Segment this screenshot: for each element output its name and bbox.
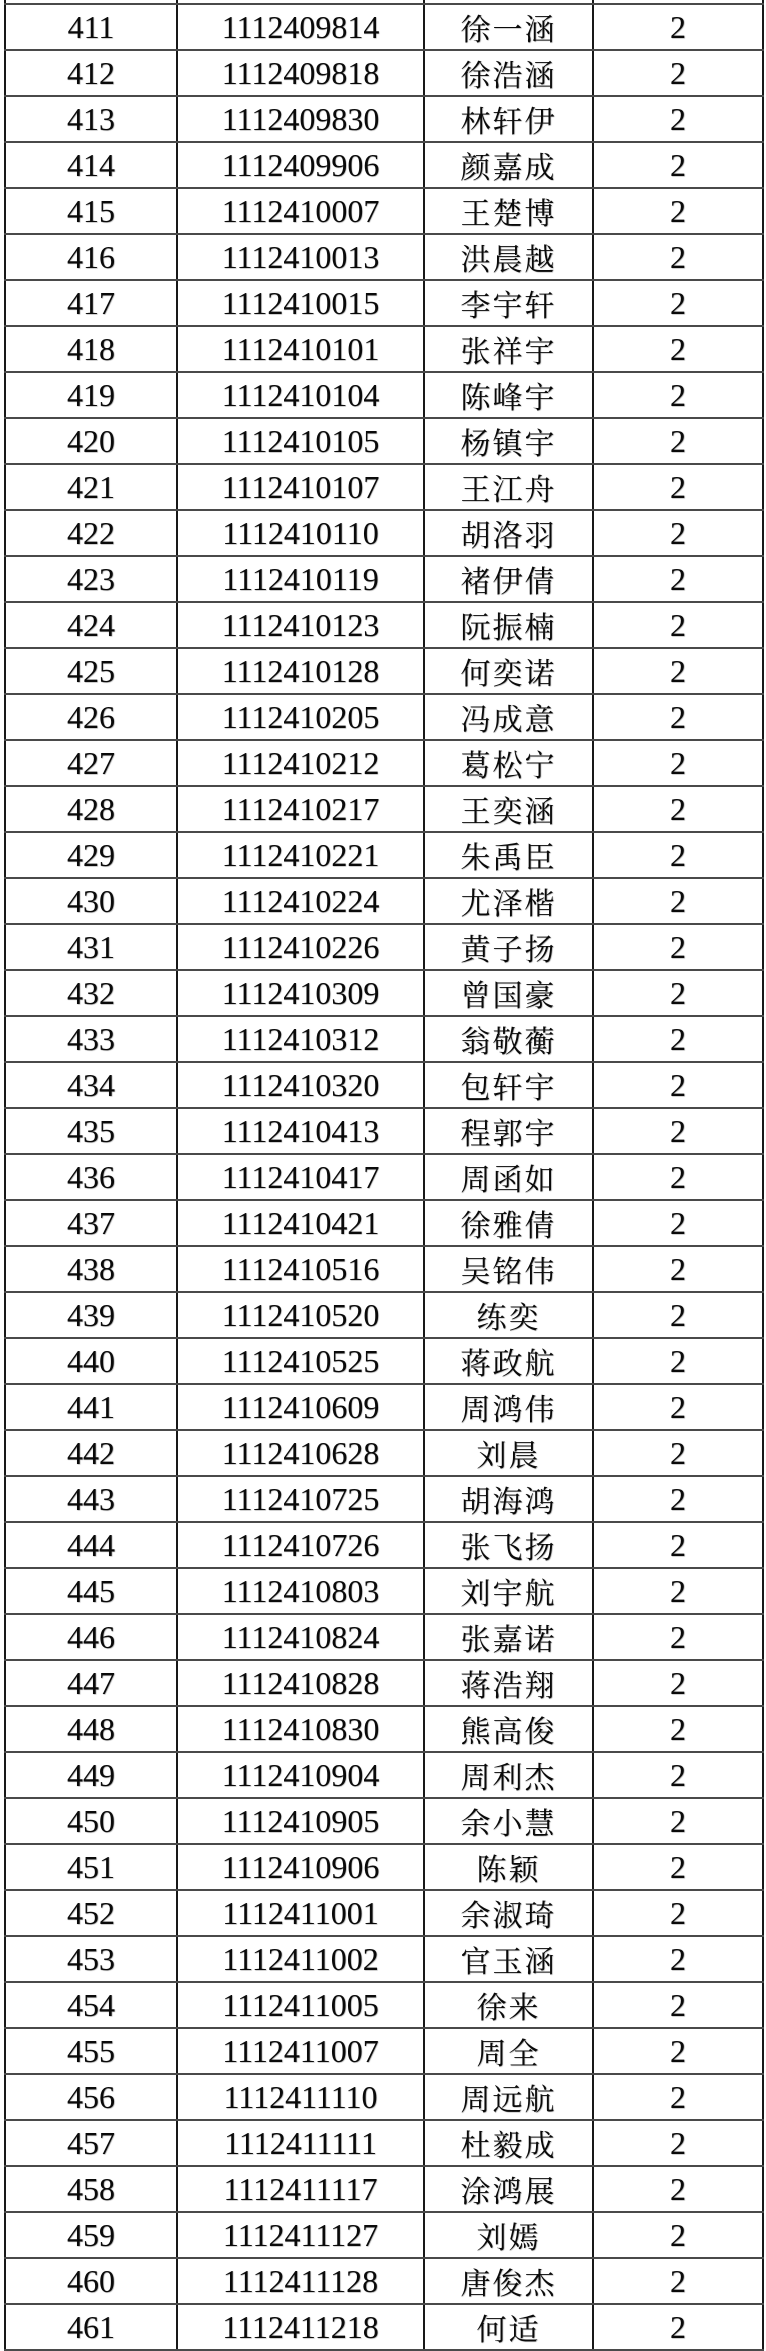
- score-cell: 2: [593, 1016, 763, 1062]
- name-cell: 蒋政航: [424, 1338, 593, 1384]
- serial-cell: 448: [5, 1706, 177, 1752]
- student-id-cell: 1112410609: [177, 1384, 424, 1430]
- serial-cell: 461: [5, 2304, 177, 2350]
- score-cell: 2: [593, 1706, 763, 1752]
- student-id-cell: 1112410013: [177, 234, 424, 280]
- serial-cell: 436: [5, 1154, 177, 1200]
- table-row: [5, 2074, 763, 2120]
- student-id-cell: 1112410525: [177, 1338, 424, 1384]
- table-row: [5, 1660, 763, 1706]
- score-cell: 2: [593, 648, 763, 694]
- serial-cell: 417: [5, 280, 177, 326]
- name-cell: 周鸿伟: [424, 1384, 593, 1430]
- serial-cell: 446: [5, 1614, 177, 1660]
- table-row: [5, 648, 763, 694]
- serial-cell: 413: [5, 96, 177, 142]
- student-id-cell: 1112409814: [177, 4, 424, 50]
- score-cell: 2: [593, 2166, 763, 2212]
- student-id-cell: 1112410628: [177, 1430, 424, 1476]
- name-cell: 黄子扬: [424, 924, 593, 970]
- name-cell: 周远航: [424, 2074, 593, 2120]
- serial-cell: 427: [5, 740, 177, 786]
- name-cell: 周全: [424, 2028, 593, 2074]
- serial-cell: 416: [5, 234, 177, 280]
- table-row: [5, 878, 763, 924]
- serial-cell: 431: [5, 924, 177, 970]
- serial-cell: 421: [5, 464, 177, 510]
- student-id-cell: 1112410516: [177, 1246, 424, 1292]
- score-cell: 2: [593, 280, 763, 326]
- table-row: [5, 602, 763, 648]
- serial-cell: 412: [5, 50, 177, 96]
- student-id-cell: 1112410110: [177, 510, 424, 556]
- table-row: [5, 2120, 763, 2166]
- name-cell: 周函如: [424, 1154, 593, 1200]
- score-cell: 2: [593, 4, 763, 50]
- table-row: [5, 372, 763, 418]
- serial-cell: 430: [5, 878, 177, 924]
- score-cell: 2: [593, 2074, 763, 2120]
- table-row: [5, 1476, 763, 1522]
- score-cell: 2: [593, 234, 763, 280]
- serial-cell: 460: [5, 2258, 177, 2304]
- student-id-cell: 1112410119: [177, 556, 424, 602]
- student-id-cell: 1112410128: [177, 648, 424, 694]
- table-body: [5, 0, 763, 2350]
- table-row: [5, 510, 763, 556]
- score-cell: 2: [593, 970, 763, 1016]
- table-row: [5, 2304, 763, 2350]
- table-row: [5, 280, 763, 326]
- serial-cell: 439: [5, 1292, 177, 1338]
- student-id-cell: 1112411111: [177, 2120, 424, 2166]
- serial-cell: 455: [5, 2028, 177, 2074]
- student-id-cell: 1112410105: [177, 418, 424, 464]
- name-cell: 唐俊杰: [424, 2258, 593, 2304]
- student-id-cell: 1112411110: [177, 2074, 424, 2120]
- student-id-cell: 1112411005: [177, 1982, 424, 2028]
- name-cell: 徐来: [424, 1982, 593, 2028]
- name-cell: 官玉涵: [424, 1936, 593, 1982]
- serial-cell: 450: [5, 1798, 177, 1844]
- table-row: [5, 2028, 763, 2074]
- table-row: [5, 4, 763, 50]
- serial-cell: 414: [5, 142, 177, 188]
- serial-cell: 420: [5, 418, 177, 464]
- student-id-cell: 1112411128: [177, 2258, 424, 2304]
- student-id-cell: 1112410101: [177, 326, 424, 372]
- student-id-cell: 1112410421: [177, 1200, 424, 1246]
- serial-cell: 441: [5, 1384, 177, 1430]
- serial-cell: 458: [5, 2166, 177, 2212]
- name-cell: 程郭宇: [424, 1108, 593, 1154]
- score-cell: 2: [593, 694, 763, 740]
- student-id-cell: 1112410906: [177, 1844, 424, 1890]
- score-cell: 2: [593, 96, 763, 142]
- table-row: [5, 1706, 763, 1752]
- table-row: [5, 1154, 763, 1200]
- table-row: [5, 1108, 763, 1154]
- table-row: [5, 1752, 763, 1798]
- student-id-cell: 1112410107: [177, 464, 424, 510]
- score-cell: 2: [593, 1246, 763, 1292]
- score-cell: 2: [593, 2212, 763, 2258]
- serial-cell: 454: [5, 1982, 177, 2028]
- student-id-cell: 1112411117: [177, 2166, 424, 2212]
- name-cell: 张嘉诺: [424, 1614, 593, 1660]
- score-cell: 2: [593, 1522, 763, 1568]
- student-id-cell: 1112411001: [177, 1890, 424, 1936]
- score-cell: 2: [593, 1890, 763, 1936]
- student-id-cell: 1112411127: [177, 2212, 424, 2258]
- score-cell: 2: [593, 1982, 763, 2028]
- table-row: [5, 2212, 763, 2258]
- student-id-cell: 1112410123: [177, 602, 424, 648]
- student-id-cell: 1112409830: [177, 96, 424, 142]
- student-id-cell: 1112410905: [177, 1798, 424, 1844]
- score-cell: 2: [593, 1108, 763, 1154]
- score-cell: 2: [593, 1568, 763, 1614]
- name-cell: 刘嫣: [424, 2212, 593, 2258]
- table-row: [5, 1936, 763, 1982]
- score-cell: 2: [593, 1844, 763, 1890]
- table-row: [5, 1430, 763, 1476]
- name-cell: 包轩宇: [424, 1062, 593, 1108]
- serial-cell: 426: [5, 694, 177, 740]
- name-cell: 洪晨越: [424, 234, 593, 280]
- score-cell: 2: [593, 372, 763, 418]
- table-row: [5, 418, 763, 464]
- student-id-cell: 1112409906: [177, 142, 424, 188]
- table-row: [5, 1016, 763, 1062]
- serial-cell: 440: [5, 1338, 177, 1384]
- score-cell: 2: [593, 2304, 763, 2350]
- student-id-cell: 1112410221: [177, 832, 424, 878]
- serial-cell: 435: [5, 1108, 177, 1154]
- serial-cell: 415: [5, 188, 177, 234]
- score-cell: 2: [593, 326, 763, 372]
- serial-cell: 456: [5, 2074, 177, 2120]
- student-id-cell: 1112410413: [177, 1108, 424, 1154]
- serial-cell: 457: [5, 2120, 177, 2166]
- table-row: [5, 50, 763, 96]
- name-cell: 王奕涵: [424, 786, 593, 832]
- table-row: [5, 924, 763, 970]
- student-id-cell: 1112410015: [177, 280, 424, 326]
- name-cell: 尤泽楷: [424, 878, 593, 924]
- table-row: [5, 1844, 763, 1890]
- name-cell: 何奕诺: [424, 648, 593, 694]
- student-id-cell: 1112410205: [177, 694, 424, 740]
- name-cell: 刘晨: [424, 1430, 593, 1476]
- score-cell: 2: [593, 510, 763, 556]
- score-cell: 2: [593, 786, 763, 832]
- score-cell: 2: [593, 1062, 763, 1108]
- student-id-cell: 1112410217: [177, 786, 424, 832]
- name-cell: 颜嘉成: [424, 142, 593, 188]
- name-cell: 熊高俊: [424, 1706, 593, 1752]
- name-cell: 刘宇航: [424, 1568, 593, 1614]
- student-id-cell: 1112410726: [177, 1522, 424, 1568]
- table-row: [5, 556, 763, 602]
- score-cell: 2: [593, 2258, 763, 2304]
- name-cell: 余淑琦: [424, 1890, 593, 1936]
- table-row: [5, 1890, 763, 1936]
- score-cell: 2: [593, 878, 763, 924]
- name-cell: 陈峰宇: [424, 372, 593, 418]
- serial-cell: 447: [5, 1660, 177, 1706]
- score-cell: 2: [593, 924, 763, 970]
- table-row: [5, 694, 763, 740]
- score-cell: 2: [593, 1660, 763, 1706]
- score-cell: 2: [593, 832, 763, 878]
- table-row: [5, 1568, 763, 1614]
- score-cell: 2: [593, 1752, 763, 1798]
- score-cell: 2: [593, 1614, 763, 1660]
- score-cell: 2: [593, 142, 763, 188]
- table-row: [5, 96, 763, 142]
- name-cell: 杨镇宇: [424, 418, 593, 464]
- serial-cell: 418: [5, 326, 177, 372]
- score-cell: 2: [593, 1936, 763, 1982]
- table-row: [5, 1062, 763, 1108]
- table-row: [5, 1200, 763, 1246]
- name-cell: 张祥宇: [424, 326, 593, 372]
- table-row: [5, 970, 763, 1016]
- serial-cell: 433: [5, 1016, 177, 1062]
- serial-cell: 428: [5, 786, 177, 832]
- score-cell: 2: [593, 50, 763, 96]
- name-cell: 朱禹臣: [424, 832, 593, 878]
- serial-cell: 423: [5, 556, 177, 602]
- table-row: [5, 188, 763, 234]
- table-row: [5, 2258, 763, 2304]
- serial-cell: 442: [5, 1430, 177, 1476]
- score-cell: 2: [593, 1430, 763, 1476]
- score-cell: 2: [593, 1338, 763, 1384]
- student-id-cell: 1112411218: [177, 2304, 424, 2350]
- name-cell: 蒋浩翔: [424, 1660, 593, 1706]
- serial-cell: 452: [5, 1890, 177, 1936]
- score-cell: 2: [593, 1384, 763, 1430]
- table-row: [5, 832, 763, 878]
- student-id-cell: 1112410312: [177, 1016, 424, 1062]
- name-cell: 徐一涵: [424, 4, 593, 50]
- serial-cell: 434: [5, 1062, 177, 1108]
- serial-cell: 419: [5, 372, 177, 418]
- student-id-cell: 1112410830: [177, 1706, 424, 1752]
- name-cell: 葛松宁: [424, 740, 593, 786]
- name-cell: 冯成意: [424, 694, 593, 740]
- score-cell: 2: [593, 740, 763, 786]
- name-cell: 徐浩涵: [424, 50, 593, 96]
- table-row: [5, 142, 763, 188]
- name-cell: 王江舟: [424, 464, 593, 510]
- serial-cell: 424: [5, 602, 177, 648]
- name-cell: 曾国豪: [424, 970, 593, 1016]
- name-cell: 余小慧: [424, 1798, 593, 1844]
- student-id-cell: 1112410520: [177, 1292, 424, 1338]
- student-id-cell: 1112410224: [177, 878, 424, 924]
- score-cell: 2: [593, 1200, 763, 1246]
- student-id-cell: 1112410828: [177, 1660, 424, 1706]
- score-cell: 2: [593, 1292, 763, 1338]
- serial-cell: 438: [5, 1246, 177, 1292]
- name-cell: 胡洛羽: [424, 510, 593, 556]
- serial-cell: 445: [5, 1568, 177, 1614]
- table-row: [5, 1246, 763, 1292]
- name-cell: 褚伊倩: [424, 556, 593, 602]
- serial-cell: 429: [5, 832, 177, 878]
- serial-cell: 449: [5, 1752, 177, 1798]
- student-id-cell: 1112410904: [177, 1752, 424, 1798]
- name-cell: 阮振楠: [424, 602, 593, 648]
- score-cell: 2: [593, 188, 763, 234]
- name-cell: 陈颖: [424, 1844, 593, 1890]
- table-row: [5, 786, 763, 832]
- name-cell: 胡海鸿: [424, 1476, 593, 1522]
- serial-cell: 411: [5, 4, 177, 50]
- score-cell: 2: [593, 1798, 763, 1844]
- table-row: [5, 1798, 763, 1844]
- score-cell: 2: [593, 1154, 763, 1200]
- table-row: [5, 1614, 763, 1660]
- student-id-cell: 1112410320: [177, 1062, 424, 1108]
- student-id-cell: 1112410725: [177, 1476, 424, 1522]
- student-id-cell: 1112410309: [177, 970, 424, 1016]
- name-cell: 张飞扬: [424, 1522, 593, 1568]
- serial-cell: 437: [5, 1200, 177, 1246]
- serial-cell: 425: [5, 648, 177, 694]
- student-id-cell: 1112411002: [177, 1936, 424, 1982]
- table-row: [5, 1384, 763, 1430]
- name-cell: 王楚博: [424, 188, 593, 234]
- table-row: [5, 1982, 763, 2028]
- table-row: [5, 464, 763, 510]
- table-row: [5, 234, 763, 280]
- name-cell: 练奕: [424, 1292, 593, 1338]
- name-cell: 林轩伊: [424, 96, 593, 142]
- score-cell: 2: [593, 418, 763, 464]
- score-cell: 2: [593, 2028, 763, 2074]
- student-id-cell: 1112410212: [177, 740, 424, 786]
- student-id-cell: 1112410824: [177, 1614, 424, 1660]
- table-row: [5, 740, 763, 786]
- serial-cell: 459: [5, 2212, 177, 2258]
- student-roster-table: [4, 0, 764, 2351]
- score-cell: 2: [593, 464, 763, 510]
- serial-cell: 443: [5, 1476, 177, 1522]
- table-row: [5, 1522, 763, 1568]
- score-cell: 2: [593, 2120, 763, 2166]
- student-id-cell: 1112411007: [177, 2028, 424, 2074]
- table-row: [5, 326, 763, 372]
- name-cell: 吴铭伟: [424, 1246, 593, 1292]
- serial-cell: 432: [5, 970, 177, 1016]
- name-cell: 李宇轩: [424, 280, 593, 326]
- score-cell: 2: [593, 602, 763, 648]
- name-cell: 杜毅成: [424, 2120, 593, 2166]
- student-id-cell: 1112410417: [177, 1154, 424, 1200]
- student-id-cell: 1112409818: [177, 50, 424, 96]
- name-cell: 徐雅倩: [424, 1200, 593, 1246]
- student-id-cell: 1112410803: [177, 1568, 424, 1614]
- name-cell: 涂鸿展: [424, 2166, 593, 2212]
- serial-cell: 422: [5, 510, 177, 556]
- score-cell: 2: [593, 556, 763, 602]
- name-cell: 周利杰: [424, 1752, 593, 1798]
- table-row: [5, 2166, 763, 2212]
- student-id-cell: 1112410226: [177, 924, 424, 970]
- name-cell: 何适: [424, 2304, 593, 2350]
- student-id-cell: 1112410007: [177, 188, 424, 234]
- table-row: [5, 1338, 763, 1384]
- table-row: [5, 1292, 763, 1338]
- serial-cell: 453: [5, 1936, 177, 1982]
- serial-cell: 444: [5, 1522, 177, 1568]
- name-cell: 翁敬蘅: [424, 1016, 593, 1062]
- serial-cell: 451: [5, 1844, 177, 1890]
- student-id-cell: 1112410104: [177, 372, 424, 418]
- score-cell: 2: [593, 1476, 763, 1522]
